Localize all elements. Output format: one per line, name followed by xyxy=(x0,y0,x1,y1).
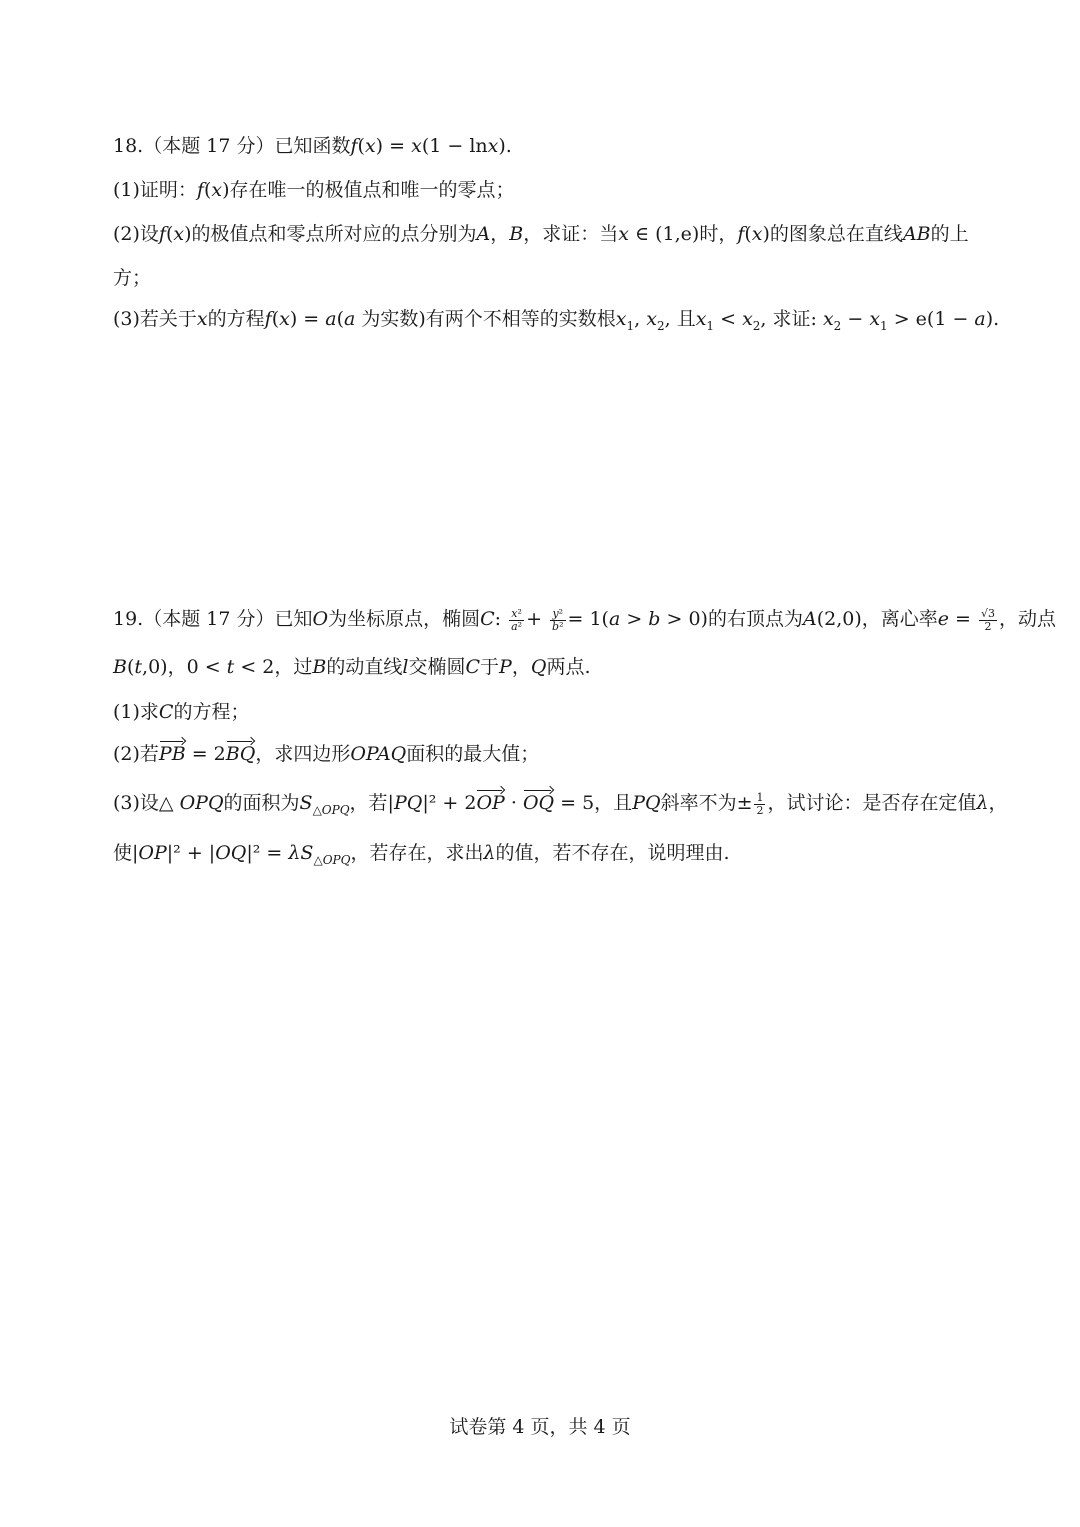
q19-part-3-line-2: 使$|OP|^2 + |OQ|^2 = \lambda S_{\triangle OPQ}$，若存在，求出λ的值，若不存在，说明理由. xyxy=(113,842,730,867)
q19-stem-line-1: 19.（本题 17 分）已知O为坐标原点，椭圆C: $\frac{\text{x²}}{\text{a²}}$ + $\frac{\text{y²}}{\text{b²}}$ = 1(a > b > 0)的右顶点为A(2,0)，离心率e = $\frac{√3}{2}$ ，动点 xyxy=(113,606,1057,633)
q18-part-2-line-2: 方； xyxy=(113,267,152,289)
q18-stem: 18.（本题 17 分）已知函数f(x) = x(1 − lnx). xyxy=(113,135,512,157)
page-footer: 试卷第 4 页，共 4 页 xyxy=(449,1416,631,1438)
q18-part-1: (1)证明：f(x)存在唯一的极值点和唯一的零点； xyxy=(113,179,515,201)
q19-part-2: (2)若PB = 2BQ，求四边形OPAQ面积的最大值； xyxy=(113,743,540,765)
q19-part-1: (1)求C的方程； xyxy=(113,701,250,723)
q19-stem-line-2: B(t,0)，0 < t < 2，过B的动直线l交椭圆C于P，Q两点. xyxy=(113,656,591,678)
q19-part-3-line-1: (3)设△ OPQ的面积为$S_{\triangle OPQ}$，若|PQ|² + 2OP · OQ = 5，且PQ斜率不为± $\frac{1}{2}$ ，试讨论：是否存在定值λ， xyxy=(113,790,1008,817)
q18-part-2-line-1: (2)设f(x)的极值点和零点所对应的点分别为A，B，求证：当x ∈ (1,e)时，f(x)的图象总在直线AB的上 xyxy=(113,223,969,245)
q18-part-3: (3)若关于x的方程f(x) = a(a 为实数)有两个不相等的实数根$x_1$, $x_2$, 且$x_1 < x_2$, 求证: $x_2 - x_1 > e(1 - a)$. xyxy=(113,308,1000,333)
